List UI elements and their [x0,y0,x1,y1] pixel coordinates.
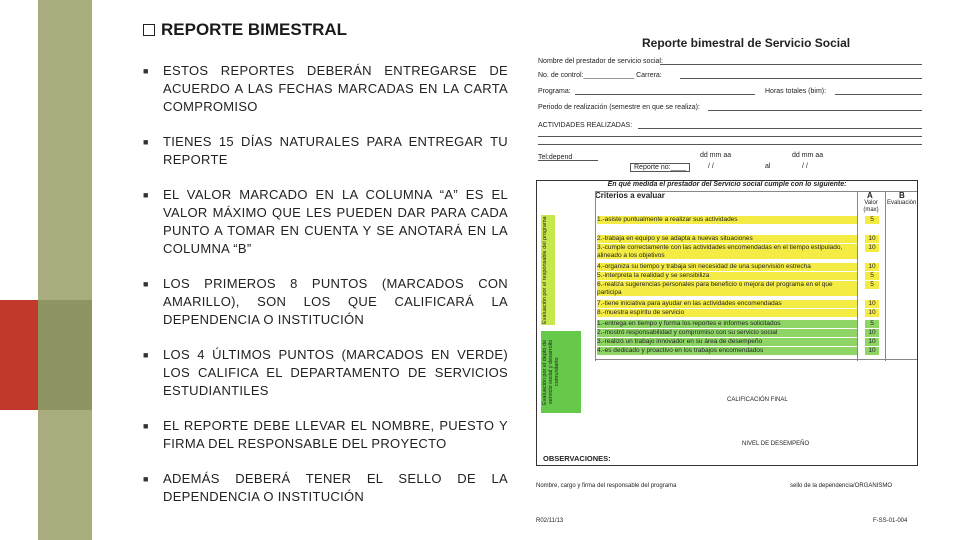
olive-dark-block [38,300,92,410]
table-header: En qué medida el prestador del Servicio social cumple con lo siguiente: [607,181,847,188]
list-item: ■ EL VALOR MARCADO EN LA COLUMNA “A” ES EL VALOR MÁXIMO QUE LES PUEDEN DAR PARA CADA PUNTO A TOMAR EN CUENTA Y SE ANOTARÁ EN LA COLUMNA “B” [143,187,508,256]
criterion-value: 5 [865,281,879,289]
list-item: ■ EL REPORTE DEBE LLEVAR EL NOMBRE, PUESTO Y FIRMA DEL RESPONSABLE DEL PROYECTO [143,418,508,451]
fecha-fin: / / [802,163,808,170]
criterion-value: 10 [865,300,879,308]
square-bullet-icon: ■ [143,350,149,360]
grid-line [595,359,917,360]
underline [680,78,922,79]
criterion-row: 1.-entrega en tiempo y forma los reportes e informes solicitados [597,320,857,328]
criterion-row: 8.-muestra espíritu de servicio [597,309,857,317]
underline [575,94,755,95]
criterion-row: 1.-asiste puntualmente a realizar sus actividades [597,216,857,224]
report-form-image [530,28,930,536]
column-b-subheader: Evaluación [887,200,917,206]
criterion-row: 6.-realiza sugerencias personales para beneficio o mejora del programa en el que participa [597,281,857,296]
al-label: al [765,163,771,170]
criterion-value: 10 [865,235,879,243]
reporte-no-field: Reporte no:____ [630,163,690,172]
column-a-header: A [867,191,873,200]
horas-label: Horas totales (bim): [765,88,827,95]
stripe-top [0,0,38,300]
underline [538,160,598,161]
fecha-header-2: dd mm aa [792,152,824,159]
vertical-label-dependencia: Evaluación por el responsable del programa [541,215,555,325]
form-title: Reporte bimestral de Servicio Social [642,36,851,50]
periodo-label: Periodo de realización (semestre en que se realiza): [538,104,700,111]
list-item: ■ ESTOS REPORTES DEBERÁN ENTREGARSE DE ACUERDO A LAS FECHAS MARCADAS EN LA CARTA COMPROMISO [143,63,508,114]
underline [835,94,922,95]
criterion-value: 10 [865,338,879,346]
grid-line [885,191,886,361]
criterion-row: 2.-mostró responsabilidad y compromiso con su servicio social [597,329,857,337]
underline [708,110,922,111]
criterion-value: 10 [865,244,879,252]
instructions-list [143,62,508,523]
square-bullet-icon: ■ [143,421,149,431]
criterion-row: 3.-cumple correctamente con las actividades encomendadas en el tiempo estipulado, alineado a los objetivos [597,244,857,259]
grid-line [857,191,858,361]
fecha-inicio: / / [708,163,714,170]
criterion-value: 10 [865,309,879,317]
checkbox-bullet-icon [143,24,155,36]
criterion-value: 5 [865,272,879,280]
column-b-header: B [899,191,905,200]
underline [638,128,922,129]
square-bullet-icon: ■ [143,279,149,289]
column-a-subheader: Valor (max) [863,200,879,213]
slide-heading [143,20,347,40]
left-accent-stripe [0,0,38,540]
criterion-row: 4.-es dedicado y proactivo en los trabajos encomendados [597,347,857,355]
list-item: ■ TIENES 15 DÍAS NATURALES PARA ENTREGAR TU REPORTE [143,134,508,167]
vertical-label-departamento: Evaluación por el depto de servicio social y desarrollo comunitario [541,331,581,413]
firma-label: Nombre, cargo y firma del responsable del programa [536,483,677,489]
criterion-value: 10 [865,347,879,355]
criterion-row: 5.-interpreta la realidad y se sensibiliza [597,272,857,280]
criteria-header: Criterios a evaluar [595,191,665,200]
form-code: F-SS-01-004 [873,518,908,524]
square-bullet-icon: ■ [143,474,149,484]
observaciones-label: OBSERVACIONES: [543,454,611,463]
slide-title: REPORTE BIMESTRAL [161,20,348,39]
criterion-value: 5 [865,216,879,224]
evaluation-table [536,180,918,466]
revision-code: R02/11/13 [536,518,564,524]
grid-line [595,191,596,361]
square-bullet-icon: ■ [143,66,149,76]
underline [538,144,922,145]
calificacion-final-label: CALIFICACIÓN FINAL [727,397,788,403]
red-accent-block [0,300,38,410]
criterion-value: 5 [865,320,879,328]
square-bullet-icon: ■ [143,190,149,200]
tel-label: Tel:depend [538,154,573,161]
criterion-row: 7.-tiene iniciativa para ayudar en las actividades encomendadas [597,300,857,308]
olive-side-band [38,0,92,540]
criterion-value: 10 [865,263,879,271]
criterion-row: 2.-trabaja en equipo y se adapta a nuevas situaciones [597,235,857,243]
actividades-label: ACTIVIDADES REALIZADAS: [538,122,633,129]
criterion-row: 4.-organiza su tiempo y trabaja sin necesidad de una supervisión estrecha [597,263,857,271]
list-item: ■ ADEMÁS DEBERÁ TENER EL SELLO DE LA DEPENDENCIA O INSTITUCIÓN [143,471,508,504]
programa-label: Programa: [538,88,571,95]
list-item: ■ LOS PRIMEROS 8 PUNTOS (MARCADOS CON AMARILLO), SON LOS QUE CALIFICARÁ LA DEPENDENCIA O INSTITUCIÓN [143,276,508,327]
sello-label: sello de la dependencia/ORGANISMO [790,483,893,489]
control-label: No. de control:_____________ Carrera: [538,72,662,79]
prestador-label: Nombre del prestador de servicio social: [538,58,663,65]
fecha-header-1: dd mm aa [700,152,732,159]
underline [660,64,922,65]
criterion-value: 10 [865,329,879,337]
square-bullet-icon: ■ [143,137,149,147]
criterion-row: 3.-realizó un trabajo innovador en su área de desempeño [597,338,857,346]
grid-line [595,191,917,192]
nivel-desempeno-label: NIVEL DE DESEMPEÑO [742,441,810,447]
list-item: ■ LOS 4 ÚLTIMOS PUNTOS (MARCADOS EN VERDE) LOS CALIFICA EL DEPARTAMENTO DE SERVICIOS ESTUDIANTILES [143,347,508,398]
underline [538,136,922,137]
